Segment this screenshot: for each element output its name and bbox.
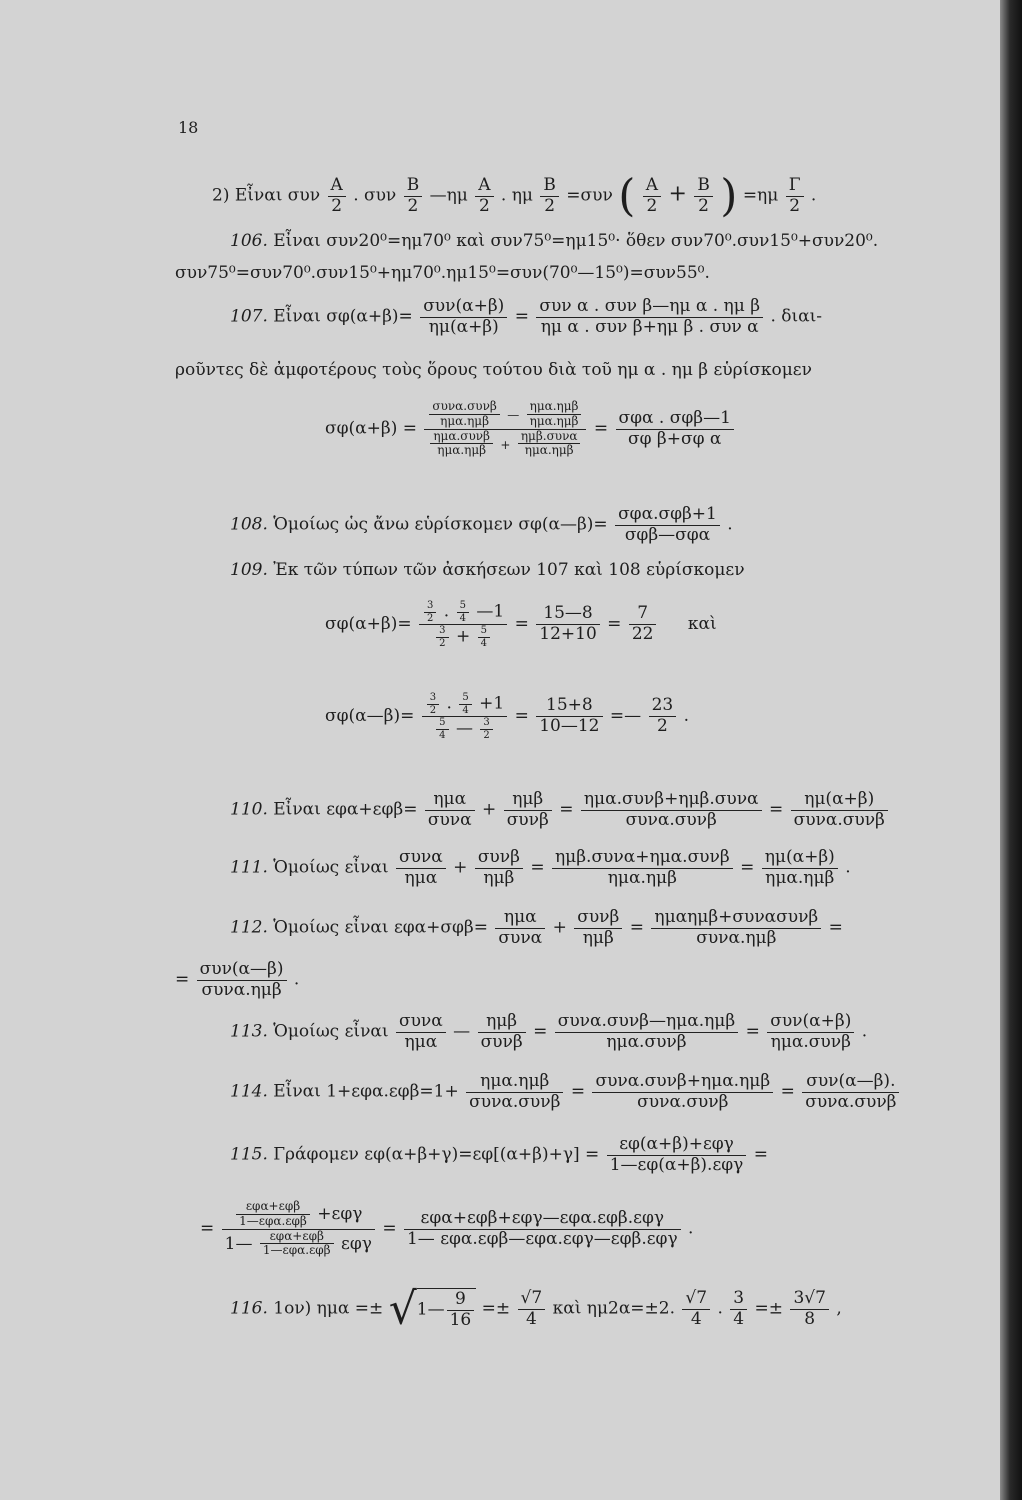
fraction: ημα συνα (425, 790, 475, 830)
text: Γράφομεν εφ(α+β+γ)=εφ[(α+β)+γ] = (273, 1144, 600, 1165)
exercise-number: 108. (230, 514, 268, 535)
text: . συν (353, 185, 397, 206)
left-paren: ( (618, 170, 636, 222)
fraction: $\frac{5}{4}$ (436, 717, 448, 741)
text: —ημ (429, 185, 468, 206)
exercise-109-line (230, 562, 745, 579)
page-number: 18 (178, 118, 199, 137)
text: = (514, 306, 529, 327)
text: σφ(α—β)= (325, 706, 415, 726)
fraction: ημα.συνβ+ημβ.συνα συνα.συνβ (581, 790, 762, 830)
fraction: εφ(α+β)+εφγ 1—εφ(α+β).εφγ (607, 1135, 747, 1175)
exercise-2-line (212, 170, 817, 222)
text: Ὁμοίως εἶναι (273, 857, 389, 878)
exercise-106-line-2 (175, 265, 710, 282)
fraction: ημα συνα (495, 908, 545, 948)
fraction: $\frac{15—8}{12+10}$ (536, 604, 600, 644)
fraction: ημα.ημβ ημα.ημβ (527, 400, 582, 429)
text: Εἶναι συν20⁰=ημ70⁰ καὶ συν75⁰=ημ15⁰· ὅθεν συν70⁰.συν15⁰+συν20⁰. (273, 231, 879, 251)
text: καὶ ημ2α=±2. (552, 1298, 676, 1319)
exercise-111-line: 111. Ὁμοίως εἶναι συνα ημα + συνβ ημβ = ημβ.συνα+ημα.συνβ ημα.ημβ = ημ(α+β) ημα.ημβ . (230, 847, 851, 888)
fraction: συν α . συν β—ημ α . ημ β ημ α . συν β+ημ β . συν α (536, 297, 763, 337)
fraction: ημα.ημβ συνα.συνβ (466, 1072, 563, 1112)
text: =ημ (742, 185, 779, 206)
fraction: $\frac{3}{2}$ (427, 692, 439, 716)
fraction: $\frac{5}{4}$ (459, 692, 471, 716)
fraction: σφα.σφβ+1 σφβ—σφα (615, 505, 720, 545)
compound-fraction: $\frac{3}{2}$ . $\frac{5}{4}$ +1 $\frac{5}{4}$ — $\frac{3}{2}$ (422, 692, 507, 741)
fraction: $\frac{3}{2}$ (436, 625, 448, 649)
exercise-113-line: 113. Ὁμοίως εἶναι συνα ημα — ημβ συνβ = συνα.συνβ—ημα.ημβ ημα.συνβ = συν(α+β) ημα.συνβ . (230, 1011, 868, 1052)
fraction: συνα.συνβ—ημα.ημβ ημα.συνβ (555, 1012, 738, 1052)
text: συν75⁰=συν70⁰.συν15⁰+ημ70⁰.ημ15⁰=συν(70⁰—15⁰)=συν55⁰. (175, 263, 710, 283)
fraction: ημα.συνβ ημα.ημβ (430, 430, 493, 459)
book-spine-shadow (1000, 0, 1022, 1500)
fraction: ημβ συνβ (504, 790, 552, 830)
exercise-107-line (230, 297, 822, 337)
fraction: $\frac{A}{2}$ (328, 176, 346, 216)
fraction: συνα.συνβ+ημα.ημβ συνα.συνβ (592, 1072, 773, 1112)
exercise-number: 113. (230, 1021, 268, 1042)
exercise-112-line: 112. Ὁμοίως εἶναι εφα+σφβ= ημα συνα + συνβ ημβ = ημαημβ+συνασυνβ συνα.ημβ = (230, 907, 843, 948)
compound-fraction: $\frac{3}{2}$ . $\frac{5}{4}$ —1 $\frac{3}{2}$ + $\frac{5}{4}$ (419, 600, 507, 649)
exercise-number: 114. (230, 1081, 268, 1102)
text: . (683, 706, 690, 726)
text: . (810, 185, 817, 206)
fraction: συνβ ημβ (475, 848, 523, 888)
exercise-number: 106. (230, 231, 268, 251)
text: . διαι- (770, 306, 823, 327)
fraction: συνα ημα (396, 848, 446, 888)
exercise-number: 109. (230, 560, 268, 580)
exercise-112-line-2: = συν(α—β) συνα.ημβ . (175, 959, 300, 1000)
exercise-109-sum (325, 600, 717, 649)
fraction: $\frac{A}{2}$ (475, 176, 493, 216)
fraction: $\frac{5}{4}$ (457, 600, 469, 624)
text: Ὁμοίως ὡς ἄνω εὑρίσκομεν σφ(α—β)= (273, 514, 608, 535)
exercise-107-compound-fraction (325, 400, 736, 458)
exercise-115-line: 115. Γράφομεν εφ(α+β+γ)=εφ[(α+β)+γ] = εφ(α+β)+εφγ 1—εφ(α+β).εφγ = (230, 1134, 768, 1175)
fraction: ημβ συνβ (478, 1012, 526, 1052)
text: 1ον) ημα =± (273, 1298, 384, 1319)
text: = (514, 614, 529, 634)
fraction: εφα+εφβ+εφγ—εφα.εφβ.εφγ 1— εφα.εφβ—εφα.εφγ—εφβ.εφγ (404, 1209, 681, 1249)
fraction: $\frac{3}{2}$ (480, 717, 492, 741)
text: . (727, 514, 733, 535)
fraction: συν(α+β) ημ(α+β) (420, 297, 507, 337)
fraction: ημ(α+β) συνα.συνβ (791, 790, 888, 830)
text: σφ(α+β) = (325, 418, 417, 439)
exercise-114-line: 114. Εἶναι 1+εφα.εφβ=1+ ημα.ημβ συνα.συνβ = συνα.συνβ+ημα.ημβ συνα.συνβ = συν(α—β). συνα.συνβ (230, 1072, 901, 1112)
fraction: $\frac{3}{4}$ (730, 1289, 747, 1329)
exercise-108-line (230, 505, 733, 545)
exercise-number: 111. (230, 857, 268, 878)
fraction: $\frac{5}{4}$ (478, 625, 490, 649)
exercise-number: 116. (230, 1298, 268, 1319)
text: σφ(α+β)= (325, 614, 412, 634)
fraction: $\frac{B}{2}$ (694, 176, 713, 216)
fraction: $\frac{√7}{4}$ (682, 1289, 710, 1329)
exercise-109-difference (325, 692, 689, 741)
fraction: $\frac{A}{2}$ (643, 176, 661, 216)
fraction: σφα . σφβ—1 σφ β+σφ α (616, 409, 734, 449)
text: = (607, 614, 622, 634)
exercise-107-line-2 (175, 362, 812, 379)
fraction: $\frac{23}{2}$ (649, 696, 677, 736)
fraction: $\frac{B}{2}$ (540, 176, 559, 216)
exercise-116-line: 116. 1ον) ημα =± √1— $\frac{9}{16}$ =± $\frac{√7}{4}$ καὶ ημ2α=±2. $\frac{√7}{4}$ . $\frac{3}{4}$ =± $\frac{3√7}{8}$ , (230, 1283, 842, 1335)
exercise-number: 107. (230, 306, 268, 327)
text: ροῦντες δὲ ἀμφοτέρους τοὺς ὅρους τούτου διὰ τοῦ ημ α . ημ β εὑρίσκομεν (175, 360, 812, 380)
fraction: ημβ.συνα+ημα.συνβ ημα.ημβ (552, 848, 733, 888)
text: Ὁμοίως εἶναι (273, 1021, 389, 1042)
fraction: $\frac{B}{2}$ (404, 176, 423, 216)
fraction: συν(α+β) ημα.συνβ (767, 1012, 854, 1052)
radical-sign: √ (388, 1283, 417, 1335)
fraction: $\frac{√7}{4}$ (518, 1289, 546, 1329)
text: = (514, 706, 529, 726)
text: Εἶναι σφ(α+β)= (273, 306, 413, 327)
text: =— (609, 706, 642, 726)
fraction: $\frac{15+8}{10—12}$ (536, 696, 602, 736)
fraction: συνα ημα (396, 1012, 446, 1052)
text: . ημ (500, 185, 533, 206)
exercise-number: 115. (230, 1144, 268, 1165)
text: =συν (566, 185, 613, 206)
fraction: $\frac{\Gamma}{2}$ (786, 176, 804, 216)
text: Εἶναι 1+εφα.εφβ=1+ (273, 1081, 459, 1102)
text: Ἐκ τῶν τύπων τῶν ἀσκήσεων 107 καὶ 108 εὑρίσκομεν (273, 560, 745, 580)
fraction: $\frac{7}{22}$ (629, 604, 657, 644)
fraction: εφα+εφβ 1—εφα.εφβ (236, 1200, 310, 1229)
compound-fraction: εφα+εφβ 1—εφα.εφβ +εφγ 1— εφα+εφβ 1—εφα.εφβ εφγ (222, 1200, 375, 1258)
radicand: 1— $\frac{9}{16}$ (417, 1288, 476, 1330)
fraction: ημ(α+β) ημα.ημβ (762, 848, 838, 888)
operator: + (668, 181, 687, 207)
fraction: ημαημβ+συνασυνβ συνα.ημβ (651, 908, 821, 948)
compound-fraction: συνα.συνβ ημα.ημβ — ημα.ημβ ημα.ημβ ημα.συνβ ημα.ημβ + ημβ.συνα ημα.ημβ (424, 400, 586, 458)
text: καὶ (687, 614, 717, 634)
exercise-number: 112. (230, 917, 268, 938)
fraction: $\frac{3}{2}$ (424, 600, 436, 624)
text: = (593, 418, 609, 439)
fraction: $\frac{9}{16}$ (447, 1290, 475, 1330)
text: 2) Εἶναι συν (212, 185, 321, 206)
exercise-110-line: 110. Εἶναι εφα+εφβ= ημα συνα + ημβ συνβ = ημα.συνβ+ημβ.συνα συνα.συνβ = ημ(α+β) συνα.συνβ (230, 790, 890, 830)
text: Ὁμοίως εἶναι εφα+σφβ= (273, 917, 488, 938)
fraction: συν(α—β). συνα.συνβ (802, 1072, 899, 1112)
right-paren: ) (720, 170, 738, 222)
text: Εἶναι εφα+εφβ= (273, 799, 418, 820)
fraction: ημβ.συνα ημα.ημβ (518, 430, 581, 459)
fraction: συν(α—β) συνα.ημβ (197, 960, 287, 1000)
exercise-number: 110. (230, 799, 268, 820)
fraction: εφα+εφβ 1—εφα.εφβ (260, 1230, 334, 1259)
fraction: συνβ ημβ (574, 908, 622, 948)
exercise-115-line-2: = εφα+εφβ 1—εφα.εφβ +εφγ 1— εφα+εφβ 1—εφα.εφβ εφγ = εφα+εφβ+εφγ—εφα.εφβ.εφγ 1— εφα.εφβ—εφα.εφγ—εφβ.εφγ . (200, 1199, 694, 1258)
fraction: $\frac{3√7}{8}$ (790, 1289, 828, 1329)
fraction: συνα.συνβ ημα.ημβ (429, 400, 499, 429)
exercise-106-line (230, 233, 878, 250)
